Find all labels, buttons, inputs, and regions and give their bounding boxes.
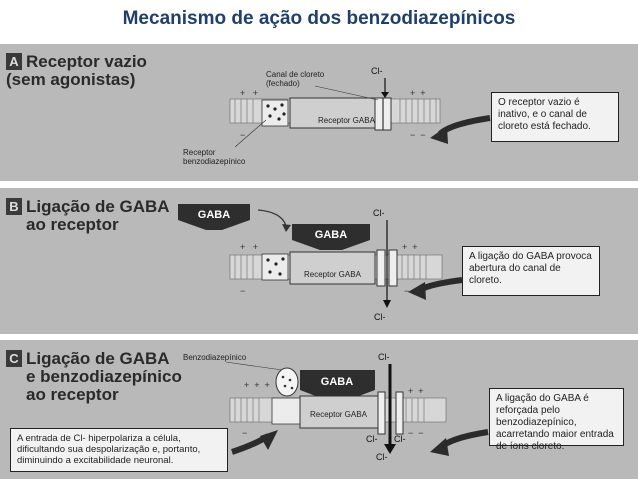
- panel-c-callout-right: A ligação do GABA é reforçada pelo benzodiazepínico, acarretando maior entrada de íons cloreto.: [489, 388, 624, 446]
- bzd-molecule-label: Benzodiazepínico: [183, 353, 247, 362]
- panel-a-badge: A: [6, 53, 22, 70]
- chloride-ion-top: Cl-: [373, 208, 385, 218]
- gaba-receptor-label: Receptor GABA: [318, 116, 375, 125]
- gaba-free-molecule: GABA: [197, 209, 231, 221]
- chloride-ion-top: Cl-: [378, 352, 390, 362]
- gaba-receptor-label: Receptor GABA: [310, 410, 367, 419]
- svg-text:+ +: + +: [410, 88, 426, 98]
- gaba-bound-molecule: GABA: [314, 229, 348, 241]
- panel-c-badge: C: [6, 350, 22, 367]
- chloride-ion-bottom: Cl-: [374, 312, 386, 322]
- panel-c-heading: C Ligação de GABA e benzodiazepínico ao receptor: [6, 350, 182, 404]
- panel-c-callout-left: A entrada de Cl- hiperpolariza a célula, dificultando sua despolarização e, portanto, diminuindo a excitabilidade neuronal.: [10, 428, 228, 472]
- svg-text:−: −: [240, 130, 246, 140]
- chloride-ion-bottom: Cl-: [376, 452, 388, 462]
- gaba-bound-molecule: GABA: [320, 376, 354, 388]
- panel-c: [0, 340, 638, 479]
- panel-b-callout: A ligação do GABA provoca abertura do canal de cloreto.: [462, 246, 600, 296]
- gaba-receptor-label: Receptor GABA: [304, 270, 361, 279]
- channel-label: Canal de cloreto (fechado): [266, 70, 325, 88]
- svg-text:− −: − −: [408, 428, 424, 438]
- svg-text:− −: − −: [410, 130, 426, 140]
- svg-text:+ +: + +: [402, 242, 418, 252]
- panel-b-heading: B Ligação de GABA ao receptor: [6, 198, 170, 234]
- svg-text:+ +: + +: [408, 386, 424, 396]
- page-title: Mecanismo de ação dos benzodiazepínicos: [122, 8, 516, 29]
- bzd-receptor-label: Receptor benzodiazepínico: [183, 148, 246, 166]
- svg-text:+ + +: + + +: [244, 380, 270, 390]
- panel-b-badge: B: [6, 198, 22, 215]
- chloride-ion-right: Cl-: [394, 434, 406, 444]
- panel-a: [0, 44, 638, 181]
- svg-text:−: −: [242, 428, 248, 438]
- panel-a-callout: O receptor vazio é inativo, e o canal de cloreto está fechado.: [491, 92, 619, 142]
- svg-text:+ +: + +: [240, 242, 259, 252]
- chloride-ion-label: Cl-: [371, 66, 383, 76]
- svg-text:− −: − −: [404, 286, 420, 296]
- panel-a-heading: A Receptor vazio (sem agonistas): [6, 52, 147, 89]
- panel-b: [0, 188, 638, 334]
- svg-text:−: −: [240, 286, 246, 296]
- chloride-ion-left: Cl-: [366, 434, 378, 444]
- svg-text:+ +: + +: [240, 88, 259, 98]
